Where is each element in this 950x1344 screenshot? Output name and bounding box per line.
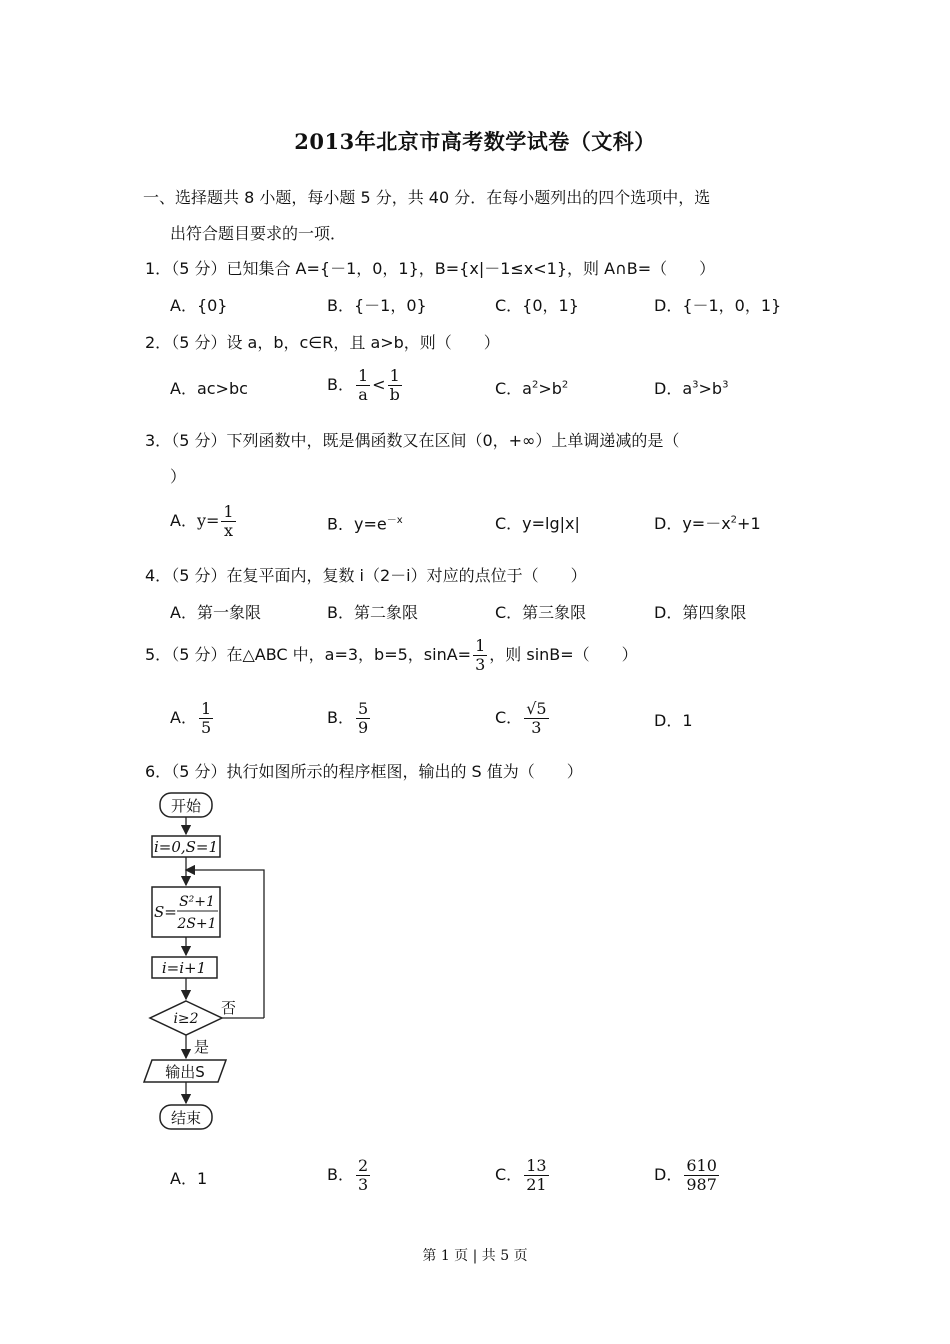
- flow-end-label: 结束: [170, 1109, 202, 1127]
- q1-option-d: D．{－1，0，1}: [654, 296, 782, 315]
- question-1: 1．（5 分）已知集合 A={－1，0，1}，B={x|－1≤x<1}，则 A∩B=（ ）: [145, 259, 716, 278]
- q2-option-c: C．$a^2>b^2$: [495, 379, 569, 398]
- question-2-text: （5 分）设 a，b，c∈R，且 a>b，则（ ）: [171, 333, 500, 352]
- q5-option-a: A． $\frac{1}{5}$: [170, 699, 212, 737]
- question-6: 6．（5 分）执行如图所示的程序框图，输出的 S 值为（ ）: [145, 762, 583, 781]
- section-line-2: 出符合题目要求的一项．: [170, 224, 347, 243]
- page-footer: 第 1 页 | 共 5 页: [422, 1248, 528, 1264]
- flow-output-label: 输出S: [165, 1063, 205, 1081]
- q6-option-a: A．1: [170, 1169, 208, 1188]
- q4-option-d: D．第四象限: [654, 603, 747, 622]
- question-5-text: （5 分）在△ABC 中，a=3，b=5，sinA=: [171, 645, 472, 664]
- page-title: 2013年北京市高考数学试卷（文科）: [294, 129, 656, 154]
- question-6-text: （5 分）执行如图所示的程序框图，输出的 S 值为（ ）: [171, 762, 583, 781]
- q3-option-b: B．$y=e^{-x}$: [327, 514, 403, 534]
- q5-option-c: C． $\frac{√5}{3}$: [495, 699, 547, 737]
- q4-option-a: A．第一象限: [170, 603, 261, 622]
- question-5: 5．（5 分）在△ABC 中，a=3，b=5，sinA= $\frac{1}{3}$ ，则 sinB=（ ）: [145, 636, 638, 674]
- flow-no-label: 否: [221, 999, 237, 1017]
- q5-option-d: D．1: [654, 711, 693, 730]
- q2-option-d: D．$a^3>b^3$: [654, 379, 729, 398]
- q3-option-c: C．y=lg|x|: [495, 514, 580, 533]
- q3-option-a: A．y= $\frac{1}{x}$: [170, 502, 234, 540]
- section-line-1: 一、选择题共 8 小题，每小题 5 分，共 40 分．在每小题列出的四个选项中，选: [143, 188, 711, 207]
- q1-option-b: B．{－1，0}: [327, 296, 427, 315]
- question-3: 3．（5 分）下列函数中，既是偶函数又在区间（0，+∞）上单调递减的是（: [145, 431, 680, 450]
- q6-option-c: C． $\frac{13}{21}$: [495, 1156, 547, 1194]
- flow-assign-den: 2S+1: [177, 916, 217, 932]
- flow-condition-label: i≥2: [173, 1011, 199, 1027]
- flow-assign-num: S²+1: [179, 894, 215, 910]
- question-2: 2．（5 分）设 a，b，c∈R，且 a>b，则（ ）: [145, 333, 500, 352]
- q4-option-b: B．第二象限: [327, 603, 418, 622]
- q3-option-d: D．$y=-x^2+1$: [654, 514, 761, 533]
- q6-option-b: B． $\frac{2}{3}$: [327, 1156, 369, 1194]
- q2-option-b: B． $\frac{1}{a}$ < $\frac{1}{b}$: [327, 366, 400, 404]
- flow-start-label: 开始: [170, 797, 202, 815]
- question-3-text: （5 分）下列函数中，既是偶函数又在区间（0，+∞）上单调递减的是（: [171, 431, 680, 450]
- question-3-cont: ）: [170, 467, 187, 486]
- flow-incr-label: i=i+1: [161, 959, 207, 977]
- question-4: 4．（5 分）在复平面内，复数 i（2－i）对应的点位于（ ）: [145, 566, 587, 585]
- q2-option-a: A．ac>bc: [170, 379, 248, 398]
- question-1-text: （5 分）已知集合 A={－1，0，1}，B={x|－1≤x<1}，则 A∩B=（ ）: [171, 259, 716, 278]
- q4-option-c: C．第三象限: [495, 603, 587, 622]
- q6-option-d: D． $\frac{610}{987}$: [654, 1156, 717, 1194]
- q5-option-b: B． $\frac{5}{9}$: [327, 699, 369, 737]
- flow-assign-lhs: S=: [154, 903, 177, 921]
- question-4-text: （5 分）在复平面内，复数 i（2－i）对应的点位于（ ）: [171, 566, 587, 585]
- flow-yes-label: 是: [194, 1038, 210, 1056]
- q1-option-c: C．{0，1}: [495, 296, 579, 315]
- program-flowchart: [140, 790, 280, 1140]
- section-header: [143, 180, 813, 252]
- q1-option-a: A．{0}: [170, 296, 228, 315]
- flow-init-label: i=0,S=1: [153, 838, 219, 856]
